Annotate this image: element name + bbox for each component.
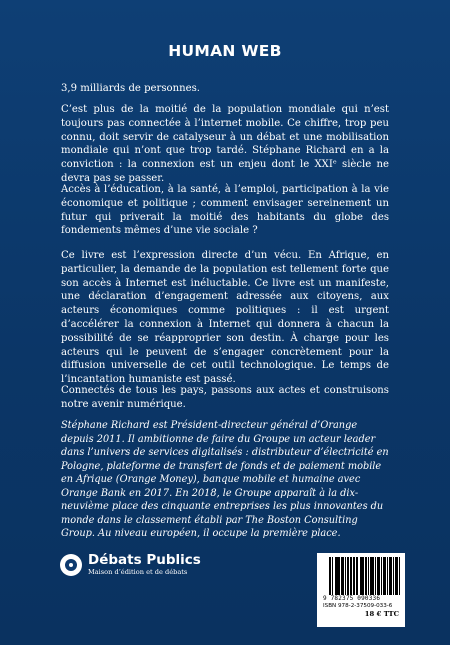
- barcode-bar: [337, 557, 339, 595]
- barcode-bar: [342, 557, 343, 595]
- barcode-bar: [361, 557, 362, 595]
- barcode-box: [317, 553, 405, 627]
- publisher-name: Débats Publics: [88, 552, 201, 568]
- barcode-bar: [356, 557, 358, 595]
- barcode-bar: [350, 557, 351, 595]
- barcode-bar: [375, 557, 376, 595]
- barcode-bar: [366, 557, 367, 595]
- barcode-bar: [397, 557, 398, 595]
- paragraph-1: 3,9 milliards de personnes.: [61, 83, 200, 94]
- publisher-mark-icon: [60, 554, 82, 576]
- paragraph-2: C’est plus de la moitié de la population mondiale qui n’est toujours pas connectée à l’internet mobile. Ce chiffre, trop peu connu, doit servir de catalyseur à un débat et une mobilisation mondiale qui n’ont que trop tardé. Stéphane Richard en a la conviction : la connexion est un enjeu dont le XXIᵉ siècle ne devra pas se passer.: [61, 104, 389, 184]
- author-bio: Stéphane Richard est Président-directeur général d’Orange depuis 2011. Il ambitionne de faire du Groupe un acteur leader dans l’univers de services digitalisés : distributeur d’électricité en Pologne, plateforme de transfert de fonds et de paiement mobile en Afrique (Orange Money), banque mobile et humaine avec Orange Bank en 2017. En 2018, le Groupe apparaît à la dix-neuvième place des cinquante entreprises les plus innovantes du monde dans le classement établi par The Boston Consulting Group. Au niveau européen, il occupe la première place.: [61, 420, 389, 539]
- barcode-bar: [381, 557, 382, 595]
- barcode-bar: [399, 557, 400, 595]
- publisher-logo: [60, 553, 201, 577]
- publisher-tagline: Maison d’édition et de débats: [88, 568, 188, 576]
- barcode-icon: [329, 557, 401, 595]
- barcode-bar: [387, 557, 388, 595]
- barcode-bar: [368, 557, 369, 595]
- barcode-digits: 9 782375 090336: [323, 595, 381, 602]
- paragraph-4: Ce livre est l’expression directe d’un vécu. En Afrique, en particulier, la demande de la population est tellement forte que son accès à Internet est inéluctable. Ce livre est un manifeste, une déclaration d’engagement adressée aux citoyens, aux acteurs économiques comme politiques : il est urgent d’accélérer la connexion à Internet qui donnera à chacun la possibilité de se réapproprier son destin. À charge pour les acteurs qui le peuvent de s’engager concrètement pour la diffusion universelle de cet outil technologique. Le temps de l’incantation humaniste est passé.: [61, 250, 389, 386]
- barcode-bar: [336, 557, 337, 595]
- isbn-number: ISBN 978-2-37509-033-6: [323, 603, 393, 609]
- barcode-bar: [330, 557, 331, 595]
- barcode-bar: [348, 557, 349, 595]
- price-label: 18 € TTC: [364, 610, 399, 618]
- barcode-bar: [391, 557, 392, 595]
- barcode-bar: [393, 557, 394, 595]
- barcode-bar: [378, 557, 379, 595]
- paragraph-3: Accès à l’éducation, à la santé, à l’emploi, participation à la vie économique et politique ; comment envisager sereinement un futur qui priverait la moitié des habitants du globe des fondements mêmes d’une vie sociale ?: [61, 184, 389, 237]
- barcode-bar: [384, 557, 385, 595]
- barcode-bar: [362, 557, 363, 595]
- barcode-bar: [372, 557, 374, 595]
- barcode-bar: [354, 557, 355, 595]
- barcode-bar: [345, 557, 346, 595]
- paragraph-5: Connectés de tous les pays, passons aux actes et construisons notre avenir numérique.: [61, 385, 389, 410]
- book-title: HUMAN WEB: [168, 42, 282, 60]
- barcode-bar: [332, 557, 333, 595]
